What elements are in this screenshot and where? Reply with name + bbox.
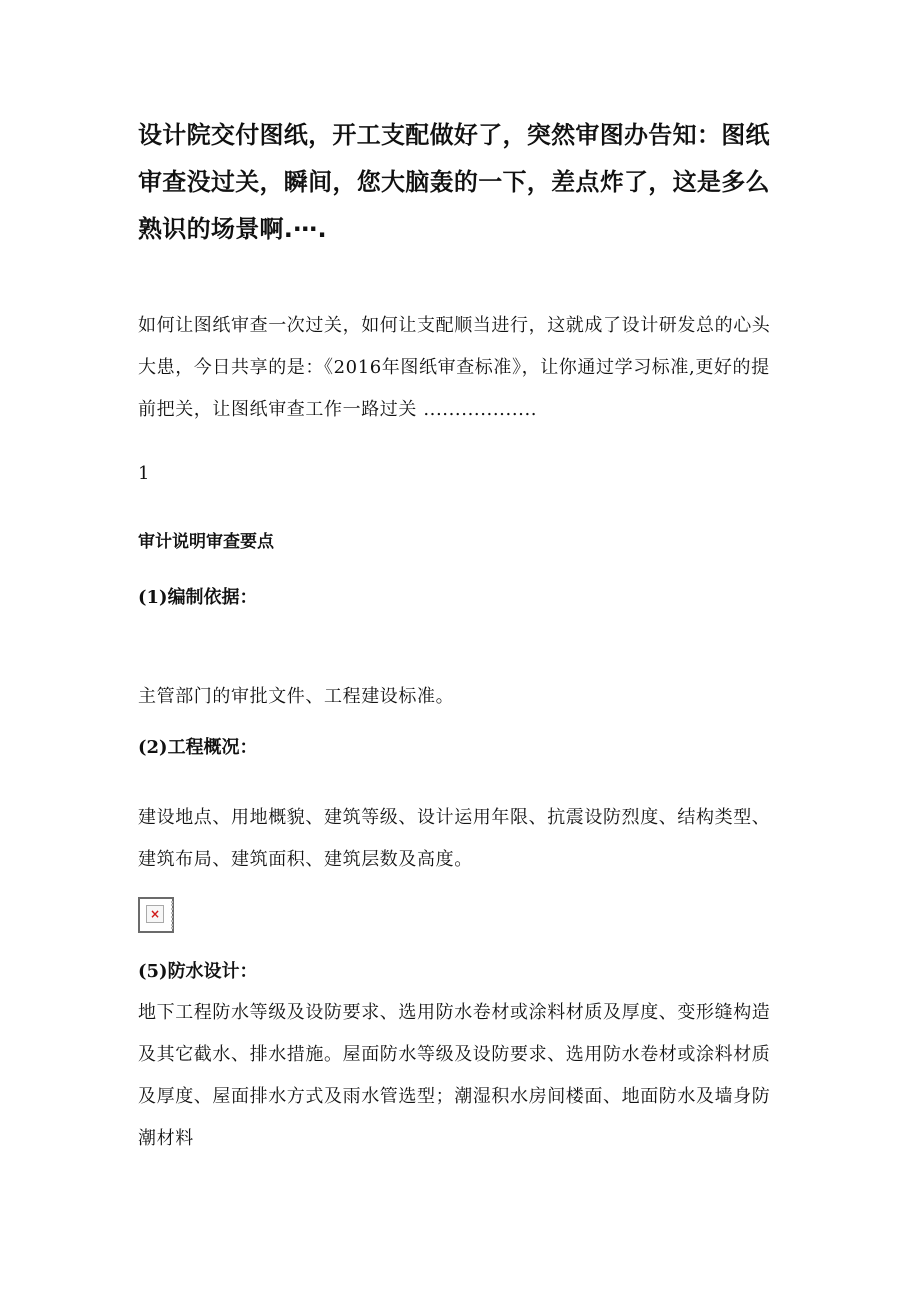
section-number: (2)	[138, 737, 168, 758]
section-heading-1	[138, 584, 788, 612]
section-heading-text: 防水设计：	[167, 961, 258, 982]
section-body-1: 主管部门的审批文件、工程建设标准。	[138, 686, 455, 707]
intro-paragraph: 如何让图纸审查一次过关，如何让支配顺当进行，这就成了设计研发总的心头大患，今日共享的是：《2016年图纸审查标准》，让你通过学习标准,更好的提前把关，让图纸审查工作一路过关 ..................	[138, 315, 771, 420]
section-heading-text: 编制依据：	[167, 587, 258, 608]
section-heading-2	[138, 734, 788, 762]
image-frame	[146, 905, 164, 923]
section-body-2: 建设地点、用地概貌、建筑等级、设计运用年限、抗震设防烈度、结构类型、建筑布局、建筑面积、建筑层数及高度。	[138, 807, 771, 870]
headline: 设计院交付图纸，开工支配做好了，突然审图办告知：图纸审查没过关，瞬间，您大脑轰的一下，差点炸了，这是多么熟识的场景啊.⋯.	[138, 121, 770, 243]
image-edge	[171, 901, 179, 929]
broken-image-icon	[138, 897, 174, 933]
section-heading-5	[138, 958, 788, 986]
section-title: 审计说明审查要点	[138, 532, 274, 552]
error-mark-icon: ×	[150, 907, 161, 921]
page-number: 1	[138, 463, 150, 484]
section-heading-text: 工程概况：	[167, 737, 258, 758]
section-number: (1)	[138, 587, 168, 608]
section-body-5: 地下工程防水等级及设防要求、选用防水卷材或涂料材质及厚度、变形缝构造及其它截水、排水措施。屋面防水等级及设防要求、选用防水卷材或涂料材质及厚度、屋面排水方式及雨水管选型；潮湿积水房间楼面、地面防水及墙身防潮材料	[138, 1002, 771, 1149]
section-number: (5)	[138, 961, 168, 982]
